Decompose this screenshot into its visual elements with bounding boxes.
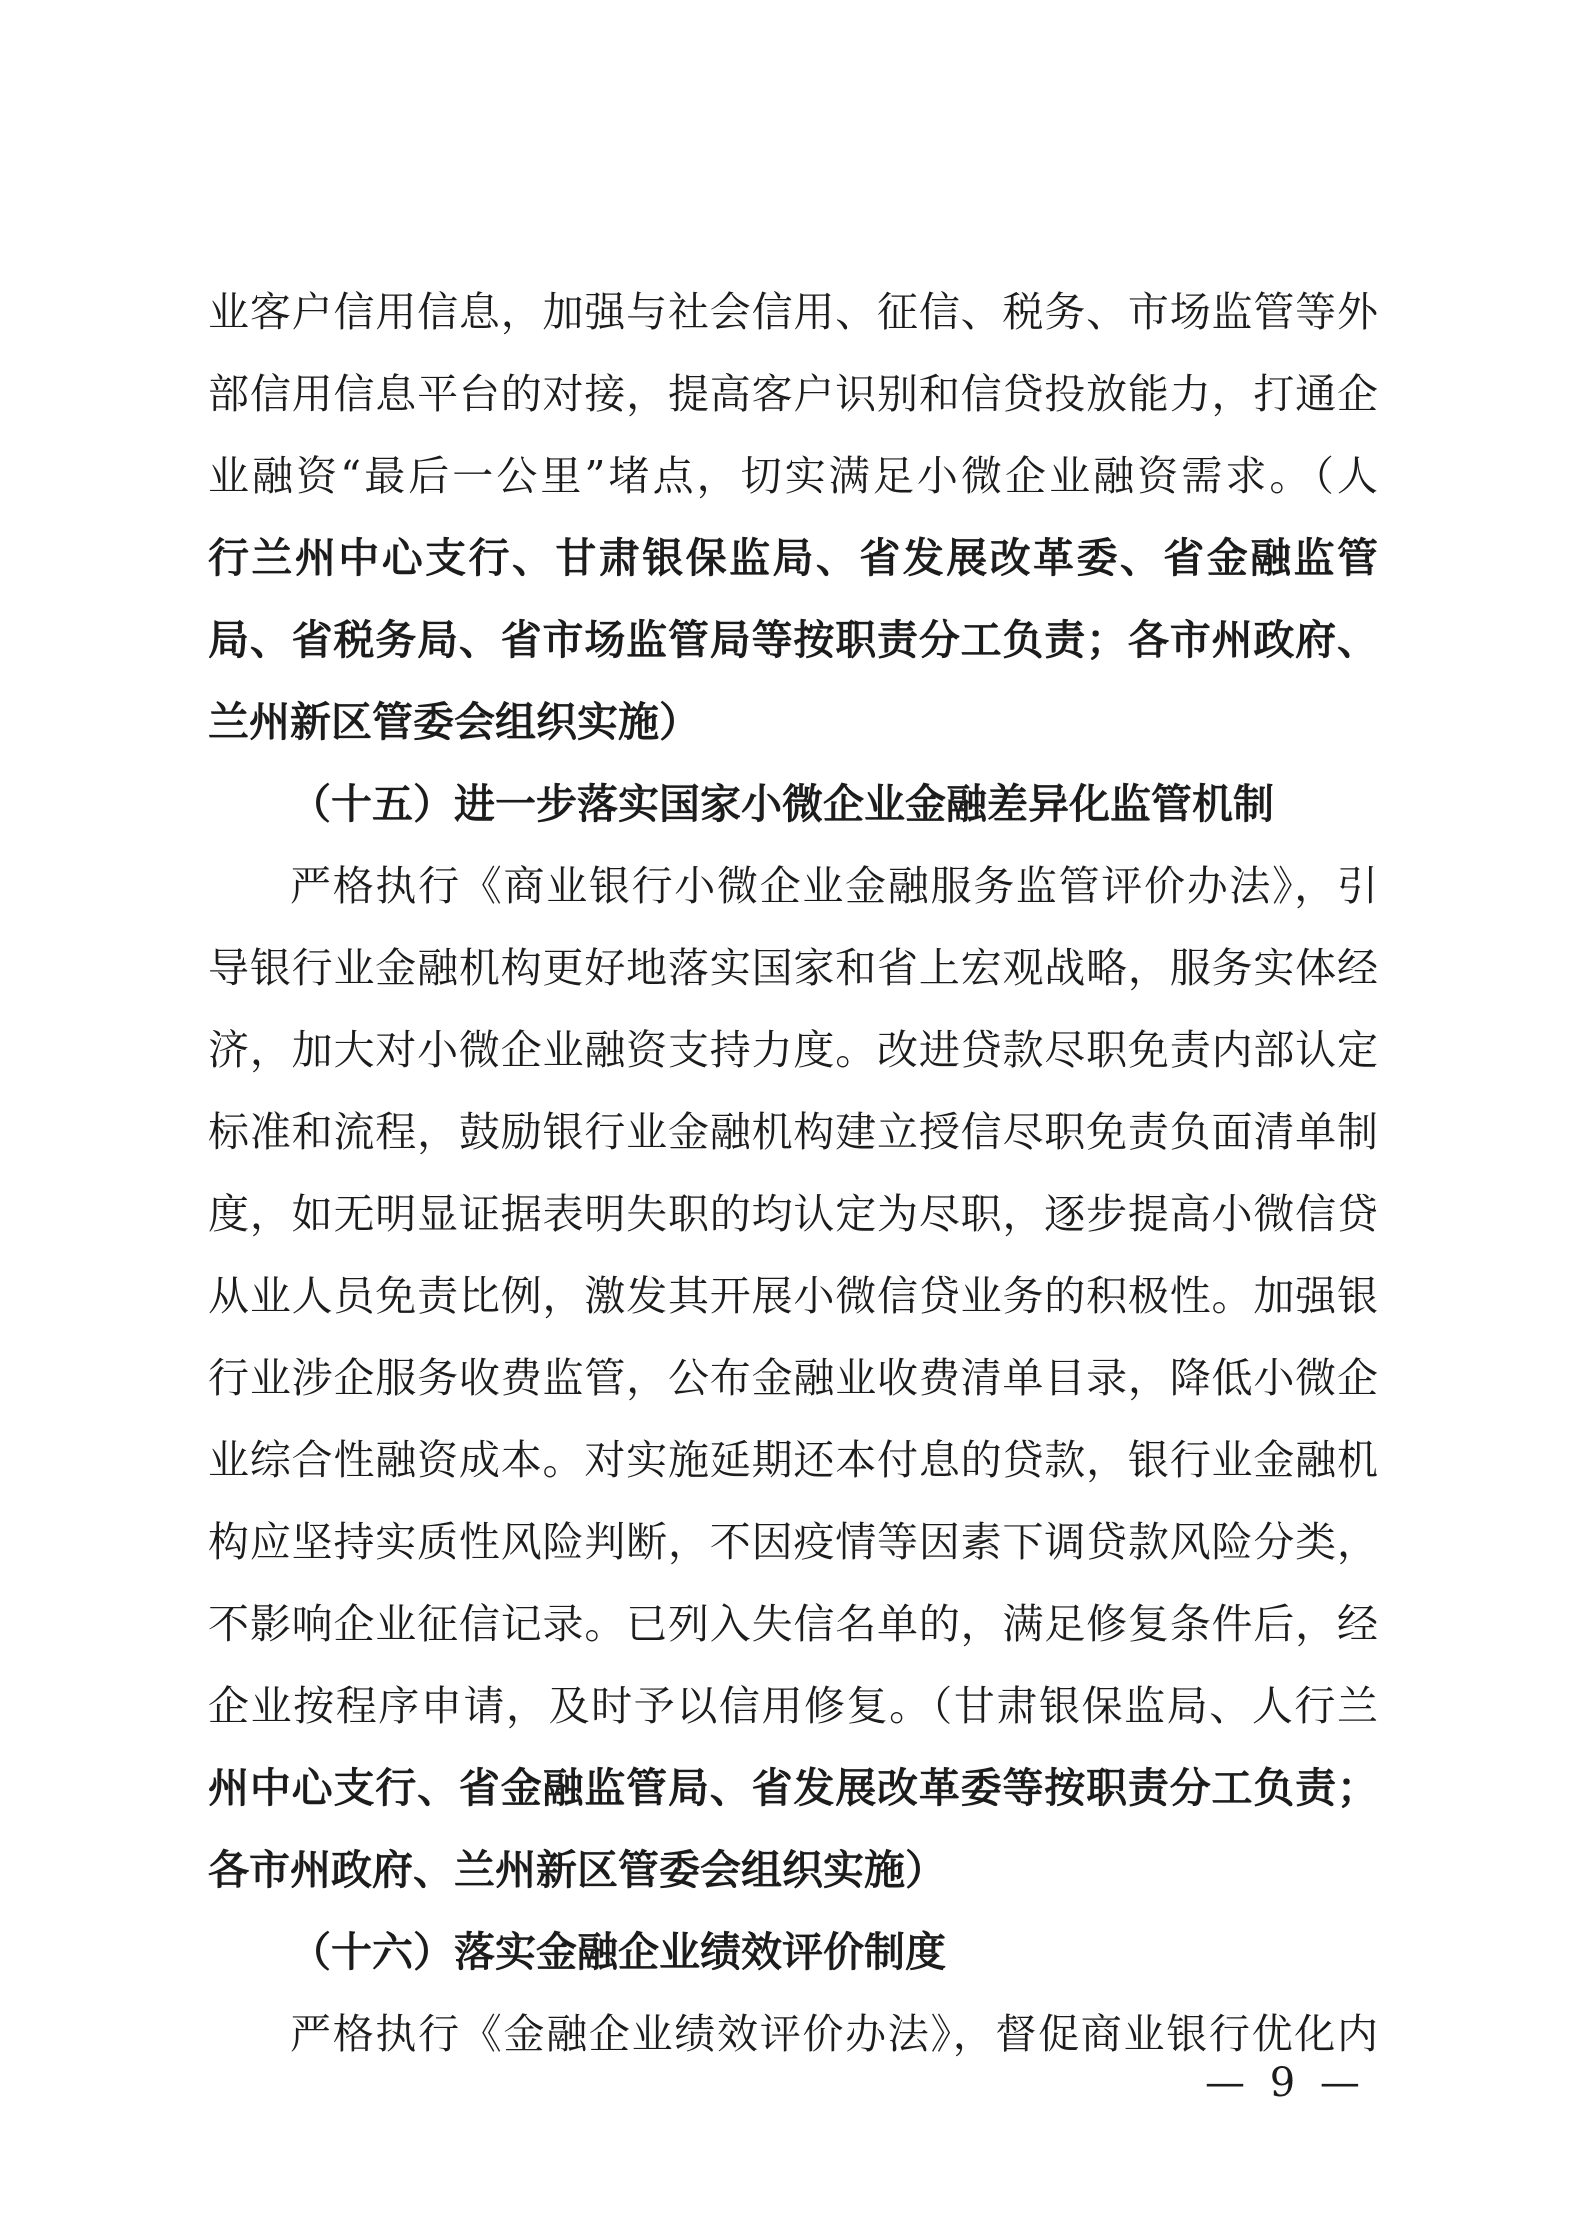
text-line: 企业按程序申请，及时予以信用修复。（甘肃银保监局、人行兰 bbox=[208, 1682, 1378, 1730]
text-line: 各市州政府、兰州新区管委会组织实施） bbox=[208, 1846, 946, 1894]
text-line: 兰州新区管委会组织实施） bbox=[208, 698, 700, 746]
text-line: 业融资“最后一公里”堵点，切实满足小微企业融资需求。（人 bbox=[208, 452, 1378, 500]
text-line: 行兰州中心支行、甘肃银保监局、省发展改革委、省金融监管 bbox=[208, 534, 1378, 582]
text-line: 严格执行《金融企业绩效评价办法》，督促商业银行优化内 bbox=[290, 2010, 1378, 2058]
text-line: 行业涉企服务收费监管，公布金融业收费清单目录，降低小微企 bbox=[208, 1354, 1378, 1402]
text-line: 部信用信息平台的对接，提高客户识别和信贷投放能力，打通企 bbox=[208, 370, 1378, 418]
text-line: 业综合性融资成本。对实施延期还本付息的贷款，银行业金融机 bbox=[208, 1436, 1378, 1484]
text-line: 度，如无明显证据表明失职的均认定为尽职，逐步提高小微信贷 bbox=[208, 1190, 1378, 1238]
text-line: 构应坚持实质性风险判断，不因疫情等因素下调贷款风险分类， bbox=[208, 1518, 1378, 1566]
text-line: 导银行业金融机构更好地落实国家和省上宏观战略，服务实体经 bbox=[208, 944, 1378, 992]
text-line: 不影响企业征信记录。已列入失信名单的，满足修复条件后，经 bbox=[208, 1600, 1378, 1648]
section-heading: （十六）落实金融企业绩效评价制度 bbox=[290, 1928, 946, 1976]
text-line: 从业人员免责比例，激发其开展小微信贷业务的积极性。加强银 bbox=[208, 1272, 1378, 1320]
text-line: 局、省税务局、省市场监管局等按职责分工负责；各市州政府、 bbox=[208, 616, 1378, 664]
text-line: 业客户信用信息，加强与社会信用、征信、税务、市场监管等外 bbox=[208, 288, 1378, 336]
page-number: — 9 — bbox=[1205, 2060, 1366, 2106]
text-line: 标准和流程，鼓励银行业金融机构建立授信尽职免责负面清单制 bbox=[208, 1108, 1378, 1156]
section-heading: （十五）进一步落实国家小微企业金融差异化监管机制 bbox=[290, 780, 1274, 828]
text-line: 严格执行《商业银行小微企业金融服务监管评价办法》，引 bbox=[290, 862, 1378, 910]
text-line: 济，加大对小微企业融资支持力度。改进贷款尽职免责内部认定 bbox=[208, 1026, 1378, 1074]
text-line: 州中心支行、省金融监管局、省发展改革委等按职责分工负责； bbox=[208, 1764, 1378, 1812]
